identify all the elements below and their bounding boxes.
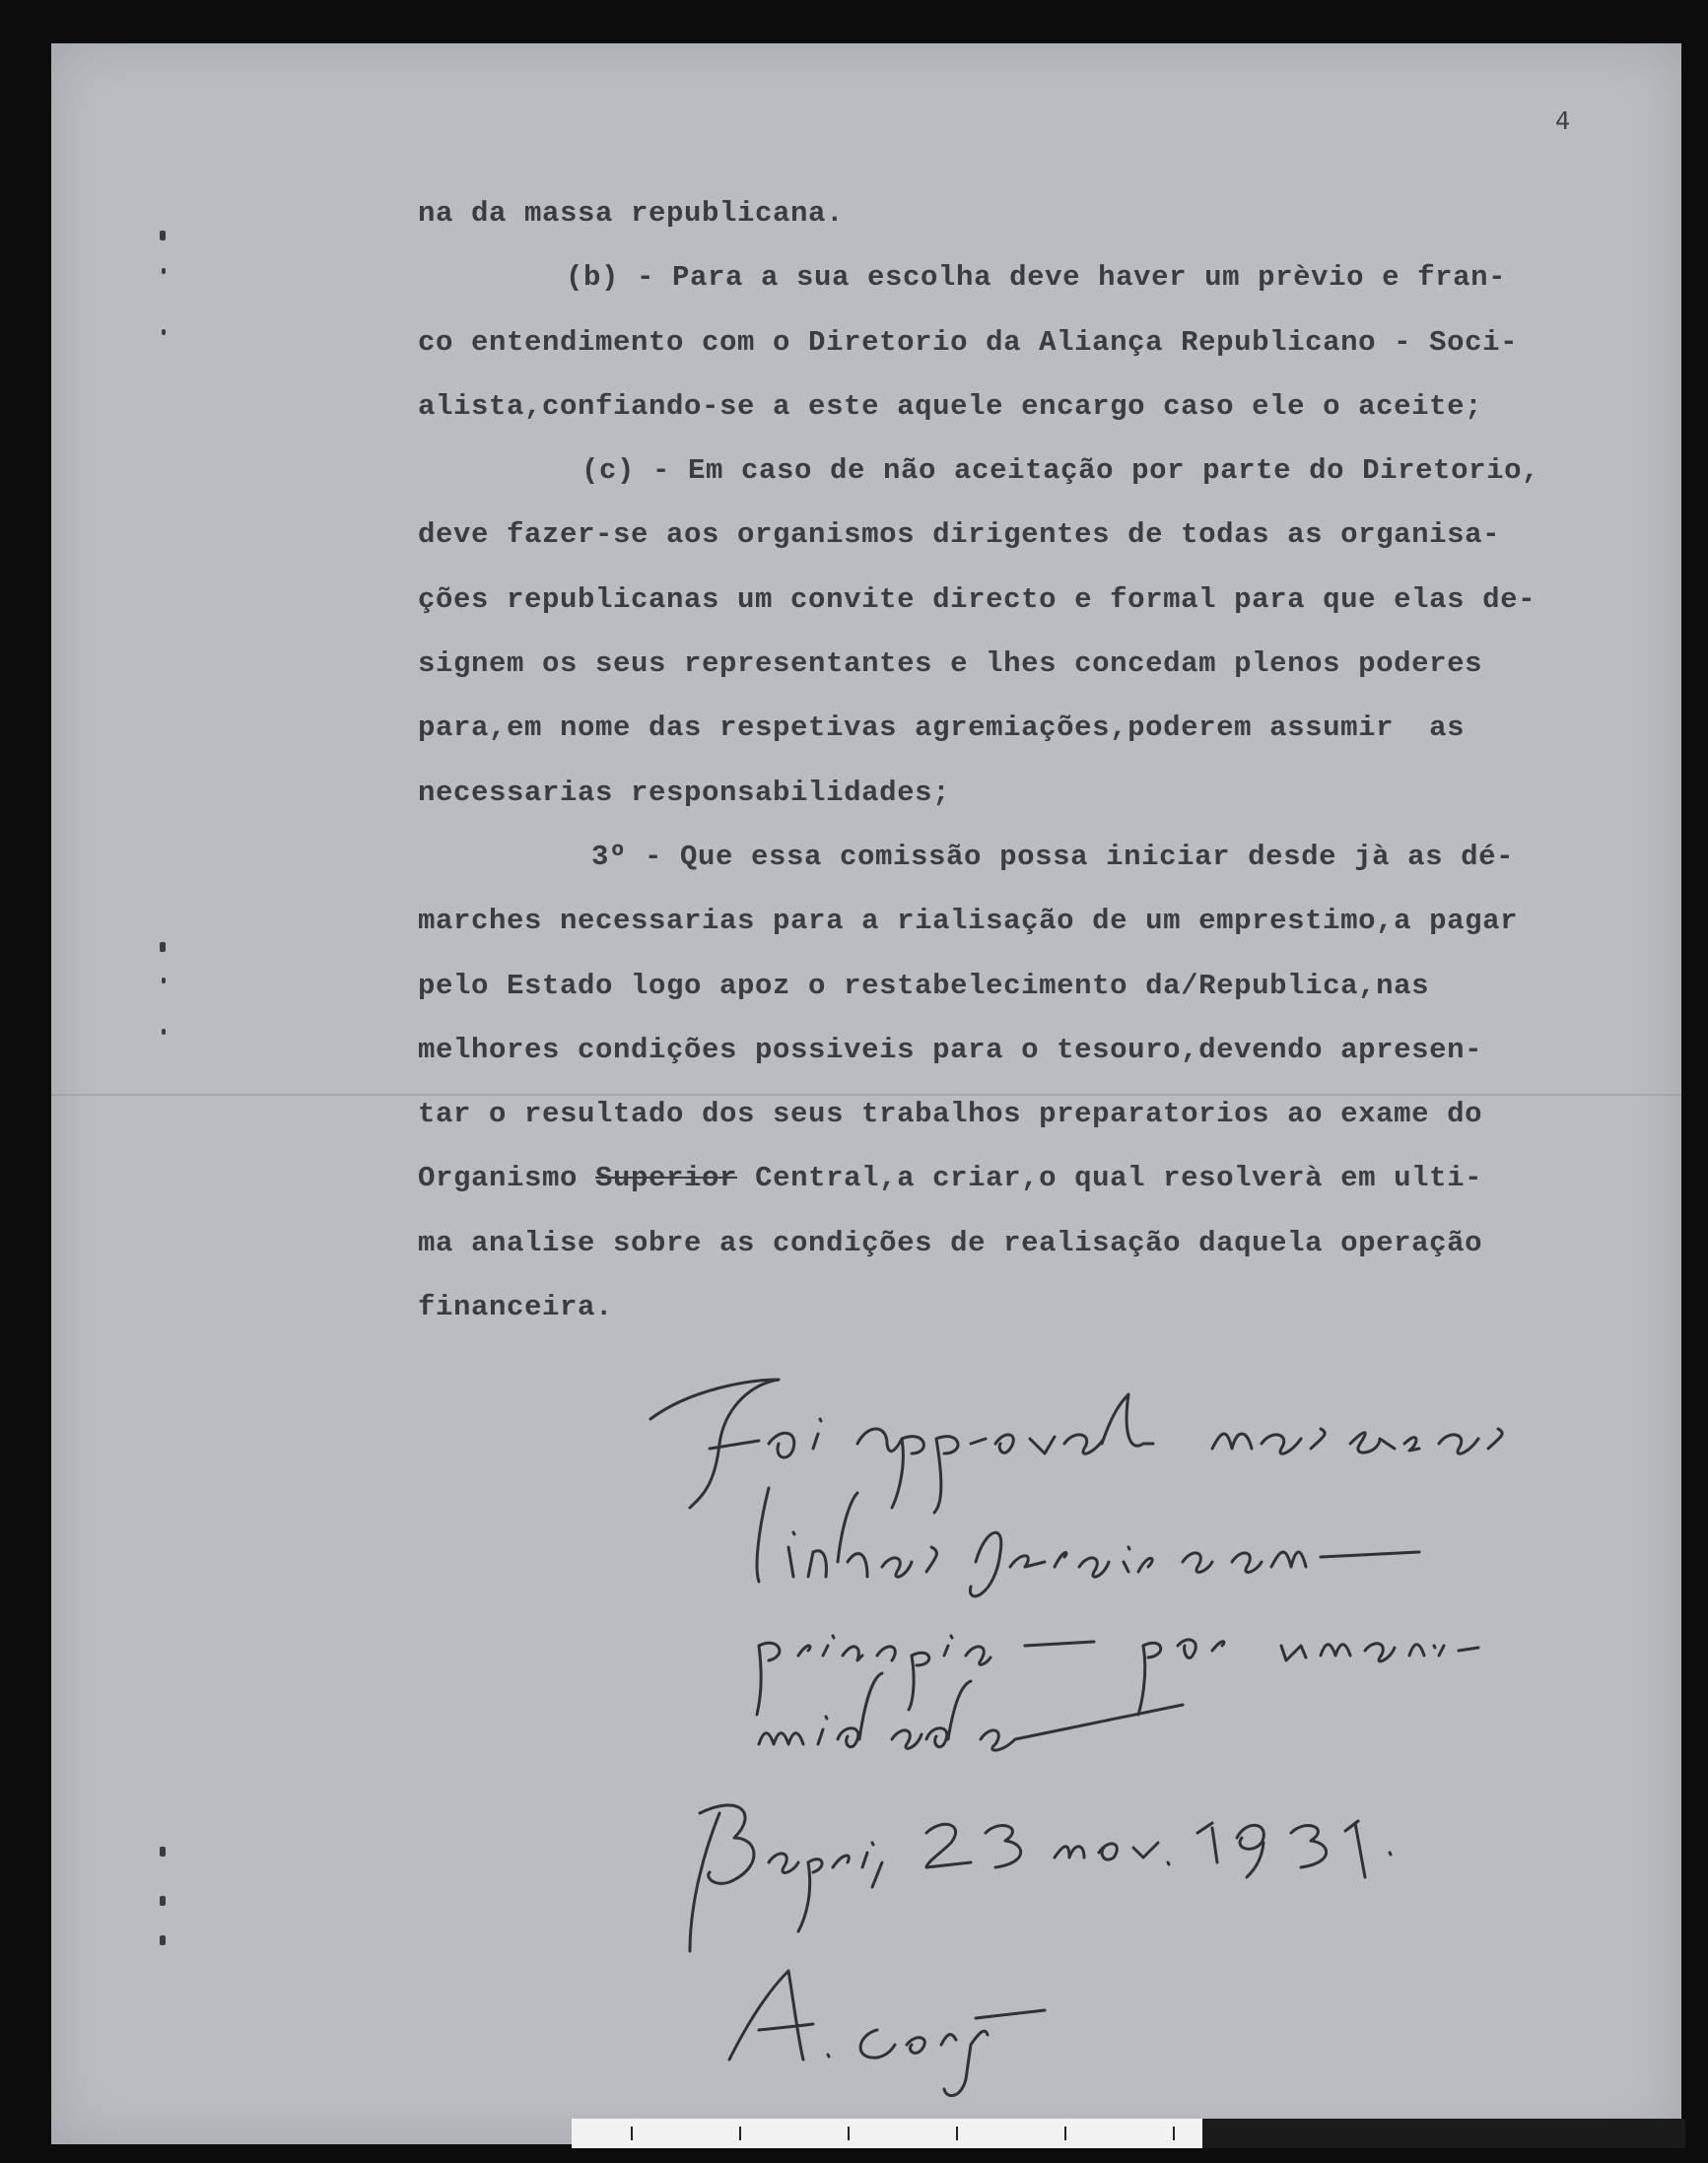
- typed-line-text: ma analise sobre as condições de realisação daquela operação: [418, 1226, 1483, 1259]
- typed-line-text: melhores condições possiveis para o tesouro,devendo apresen-: [418, 1033, 1483, 1066]
- ruler-white-segment: [572, 2119, 1202, 2148]
- typed-line-text: financeira.: [418, 1291, 614, 1324]
- typed-line-text: para,em nome das respetivas agremiações,poderem assumir as: [418, 711, 1466, 745]
- typed-line: [418, 761, 1660, 825]
- ruler-tick: [739, 2127, 741, 2140]
- typed-line: [418, 632, 1660, 696]
- typed-line: [418, 1275, 1660, 1339]
- ruler-tick: [1173, 2127, 1175, 2140]
- typed-line-text: (c) - Em caso de não aceitação por parte do Diretorio,: [581, 454, 1540, 488]
- typed-line-text: na da massa republicana.: [418, 197, 845, 230]
- scale-ruler: [572, 2119, 1685, 2148]
- typed-line: [418, 1211, 1660, 1275]
- punch-hole-mark: [160, 231, 166, 240]
- typed-line-text: Organismo: [418, 1162, 596, 1195]
- typed-line: [418, 181, 1660, 245]
- typed-line: [418, 439, 1660, 503]
- typed-line-text: pelo Estado logo apoz o restabelecimento da/Republica,nas: [418, 969, 1430, 1002]
- typed-line: [418, 245, 1660, 309]
- typed-line: [418, 825, 1660, 889]
- ruler-black-segment: [1202, 2119, 1685, 2148]
- page-number: 4: [1555, 106, 1571, 135]
- punch-hole-mark: [162, 268, 166, 274]
- typed-body: [418, 181, 1660, 1339]
- ruler-tick: [956, 2127, 958, 2140]
- typed-line: [418, 568, 1660, 632]
- typed-line-text: necessarias responsabilidades;: [418, 776, 951, 809]
- ruler-tick: [848, 2127, 850, 2140]
- typed-line-text: (b) - Para a sua escolha deve haver um prèvio e fran-: [566, 261, 1507, 295]
- typed-line: [418, 1082, 1660, 1146]
- handwritten-line: [631, 1350, 632, 1351]
- typed-line-text: signem os seus representantes e lhes concedam plenos poderes: [418, 647, 1483, 681]
- ruler-tick: [1064, 2127, 1066, 2140]
- punch-hole-mark: [162, 1029, 166, 1035]
- typed-line-text: ções republicanas um convite directo e formal para que elas de-: [418, 582, 1537, 616]
- punch-hole-mark: [162, 978, 166, 983]
- ruler-tick: [631, 2127, 633, 2140]
- punch-hole-mark: [160, 1896, 166, 1906]
- typed-line-text: 3º - Que essa comissão possa iniciar desde jà as dé-: [591, 840, 1515, 873]
- typed-line-text: Central,a criar,o qual resolverà em ulti-: [737, 1162, 1483, 1195]
- typed-line: [418, 1018, 1660, 1082]
- typed-line-text: marches necessarias para a rialisação de um emprestimo,a pagar: [418, 905, 1519, 938]
- typed-line: [418, 310, 1660, 374]
- typed-line-text: deve fazer-se aos organismos dirigentes de todas as organisa-: [418, 518, 1501, 552]
- punch-hole-mark: [160, 1847, 166, 1857]
- typed-line: [418, 954, 1660, 1018]
- struck-word: Superior: [595, 1162, 738, 1195]
- punch-hole-mark: [160, 1935, 166, 1945]
- handwriting-drawing: [631, 1350, 1616, 2099]
- typed-line: [418, 696, 1660, 760]
- typed-line: [418, 889, 1660, 953]
- typed-line: [418, 374, 1660, 439]
- punch-hole-mark: [162, 329, 166, 335]
- handwritten-approval-note: [631, 1350, 1616, 2099]
- typed-line-text: tar o resultado dos seus trabalhos preparatorios ao exame do: [418, 1098, 1483, 1131]
- punch-hole-mark: [160, 942, 166, 952]
- typed-line: [418, 1146, 1660, 1210]
- typed-line-text: co entendimento com o Diretorio da Aliança Republicano - Soci-: [418, 325, 1519, 359]
- typed-line: [418, 503, 1660, 567]
- typed-line-text: alista,confiando-se a este aquele encargo caso ele o aceite;: [418, 389, 1483, 423]
